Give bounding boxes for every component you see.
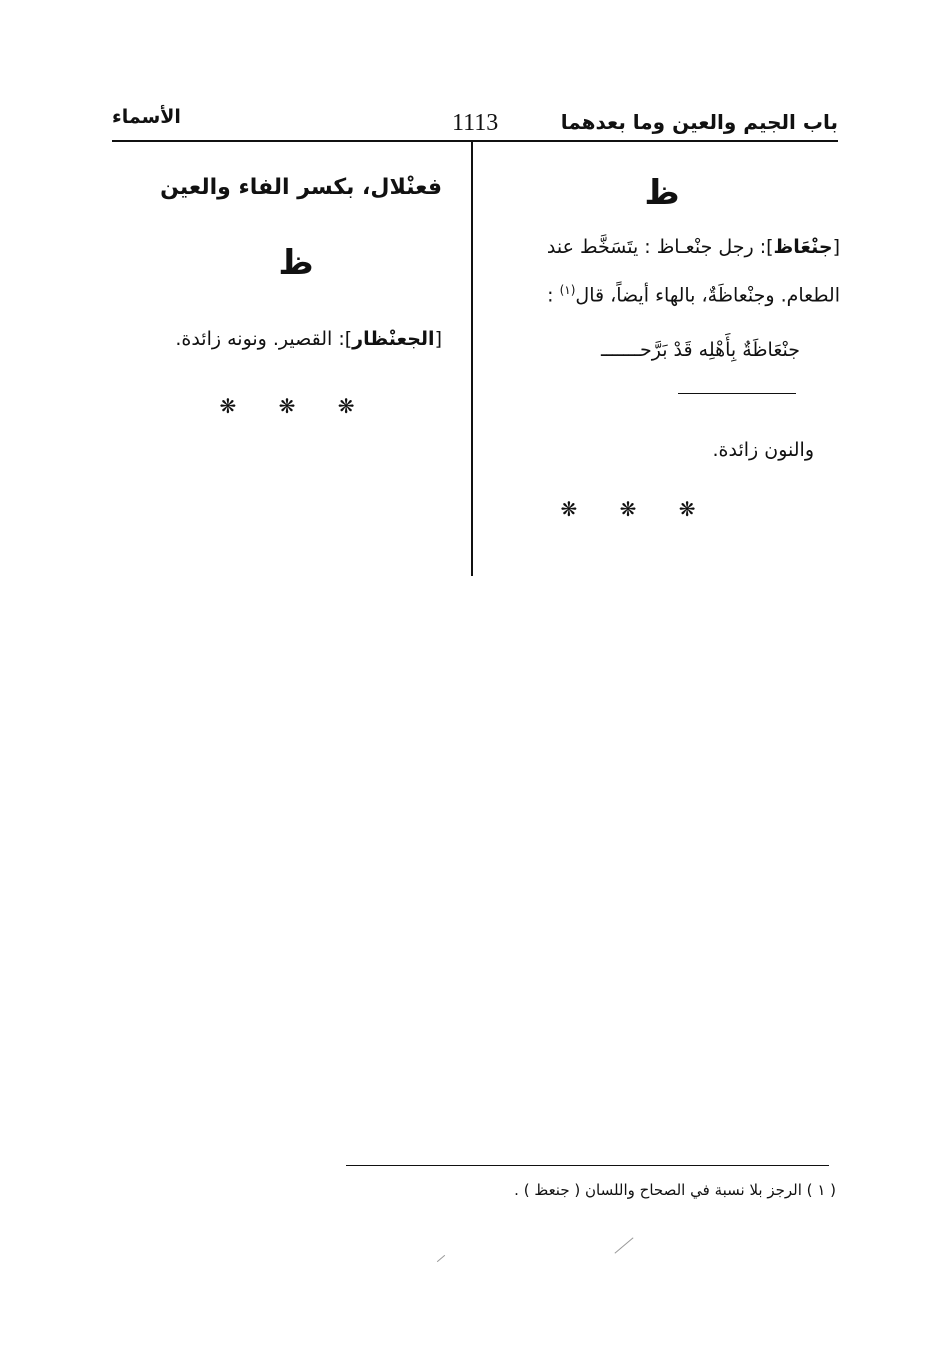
footnote-rule xyxy=(346,1165,829,1166)
entry-note: والنون زائدة. xyxy=(712,439,814,462)
footnote-marker: (١) xyxy=(559,283,576,297)
entry-term: الجعنْظار xyxy=(352,328,435,350)
chapter-title: باب الجيم والعين وما بعدهما xyxy=(560,110,838,134)
entry-text: : رجل جنْعـاظ : يتَسَخَّط عند الطعام. وجنْعاظَةٌ، بالهاء أيضاً، قال xyxy=(546,236,840,307)
page-header xyxy=(112,102,838,142)
section-label: الأسماء xyxy=(112,106,181,128)
dictionary-entry: [جنْعَاظ]: رجل جنْعـاظ : يتَسَخَّط عند الطعام. وجنْعاظَةٌ، بالهاء أيضاً، قال$^{(١)}$ : xyxy=(546,236,840,307)
right-column xyxy=(484,168,840,531)
verse-text: جنْعَاظَةٌ بِأَهْلِه قَدْ بَرَّحـــــــ xyxy=(601,339,800,362)
entry-text: : القصير. ونونه زائدة. xyxy=(175,328,345,350)
column-divider xyxy=(471,142,473,576)
scan-mark xyxy=(437,1255,445,1262)
header-rule xyxy=(112,140,838,142)
letter-heading: ظ xyxy=(278,243,314,283)
dictionary-entry: [الجعنْظار]: القصير. ونونه زائدة. xyxy=(175,328,442,350)
left-column xyxy=(150,168,442,428)
scan-mark xyxy=(614,1237,633,1253)
section-separator: ❋ ❋ ❋ xyxy=(219,394,373,418)
verse-continuation-line xyxy=(678,393,796,394)
entry-term: جنْعَاظ xyxy=(773,236,833,258)
letter-heading: ظ xyxy=(644,173,680,213)
verse-line xyxy=(484,329,840,415)
page-number: 1113 xyxy=(452,110,499,136)
section-separator: ❋ ❋ ❋ xyxy=(560,497,714,522)
section-heading: فعنْلال، بكسر الفاء والعين xyxy=(160,175,442,200)
footnote: ( ١ ) الرجز بلا نسبة في الصحاح واللسان ( جنعظ ) . xyxy=(514,1181,836,1199)
